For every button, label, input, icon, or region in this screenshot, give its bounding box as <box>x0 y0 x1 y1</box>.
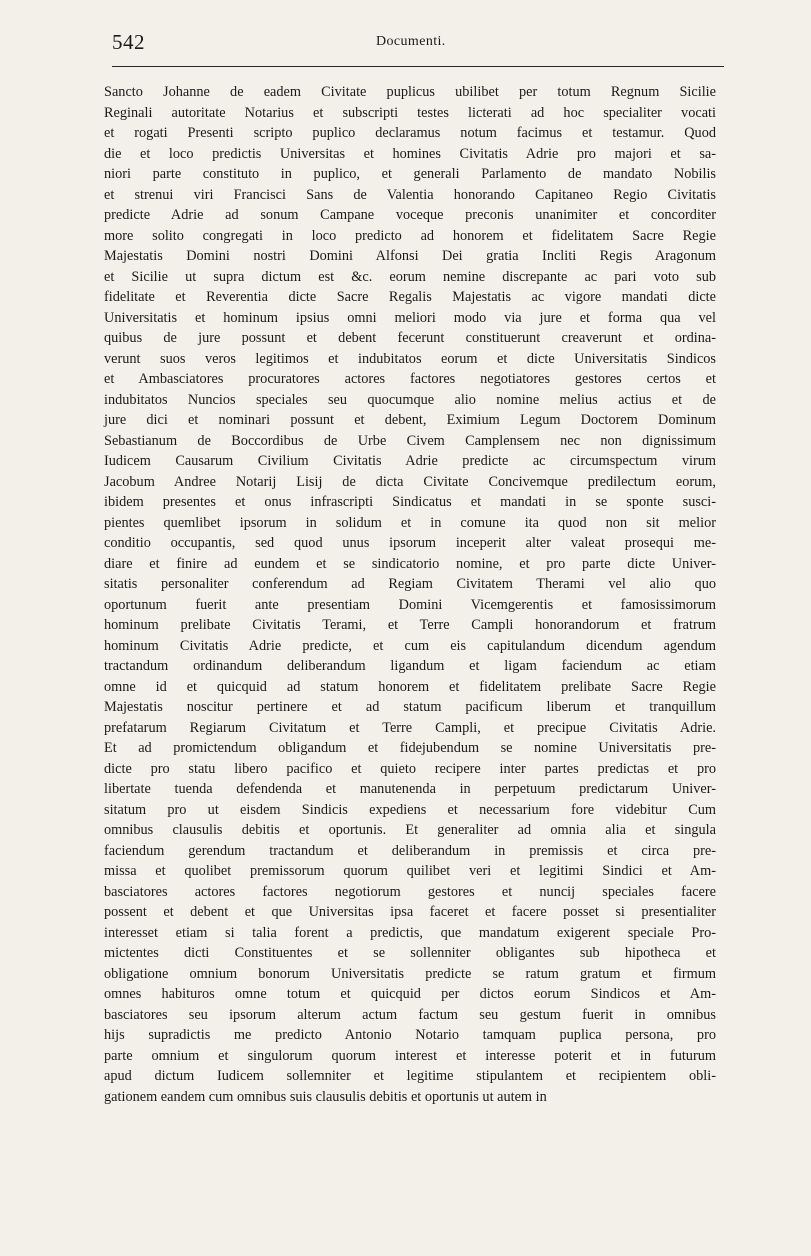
text-line: et rogati Presenti scripto puplico declaramus notum facimus et testamur. Quod <box>104 125 716 141</box>
text-line: tractandum ordinandum deliberandum ligandum et ligam faciendum ac etiam <box>104 658 716 674</box>
text-line: hijs supradictis me predicto Antonio Notario tamquam puplica persona, pro <box>104 1027 716 1043</box>
text-line: omnibus clausulis debitis et oportunis. Et generaliter ad omnia alia et singula <box>104 822 716 838</box>
text-line: dicte pro statu libero pacifico et quieto recipere inter partes predictas et pro <box>104 760 716 777</box>
text-line: et strenui viri Francisci Sans de Valentia honorando Capitaneo Regio Civitatis <box>104 186 716 203</box>
text-line: fidelitate et Reverentia dicte Sacre Regalis Majestatis ac vigore mandati dicte <box>104 289 716 305</box>
text-line: Sebastianum de Boccordibus de Urbe Civem Camplensem nec non dignissimum <box>104 432 716 449</box>
text-line: Majestatis noscitur pertinere et ad statum pacificum liberum et tranquillum <box>104 699 716 715</box>
text-line: hominum prelibate Civitatis Terami, et Terre Campli honorandorum et fratrum <box>104 617 716 633</box>
text-line: libertate tuenda defendenda et manutenenda in perpetuum predictarum Univer- <box>104 781 716 797</box>
text-line: apud dictum Iudicem sollemniter et legitime stipulantem et recipientem obli- <box>104 1068 716 1084</box>
text-line: mictentes dicti Constituentes et se sollenniter obligantes sub hipotheca et <box>104 945 716 961</box>
text-line: diare et finire ad eundem et se sindicatorio nomine, et pro parte dicte Univer- <box>104 555 716 572</box>
text-line: Reginali autoritate Notarius et subscripti testes licterati ad hoc specialiter vocati <box>104 104 716 121</box>
page-header <box>112 26 724 60</box>
text-line: predicte Adrie ad sonum Campane voceque preconis unanimiter et concorditer <box>104 207 716 223</box>
text-line: omne id et quicquid ad statum honorem et fidelitatem prelibate Sacre Regie <box>104 678 716 695</box>
text-line: verunt suos veros legitimos et indubitatos eorum et dicte Universitatis Sindicos <box>104 350 716 367</box>
text-line: hominum Civitatis Adrie predicte, et cum eis capitulandum dicendum agendum <box>104 637 716 654</box>
text-line: possent et debent et que Universitas ipsa faceret et facere posset si presentialiter <box>104 904 716 920</box>
text-line: Iudicem Causarum Civilium Civitatis Adrie predicte ac circumspectum virum <box>104 453 716 469</box>
text-line: die et loco predictis Universitas et homines Civitatis Adrie pro majori et sa- <box>104 145 716 162</box>
text-line: Et ad promictendum obligandum et fidejubendum se nomine Universitatis pre- <box>104 740 716 756</box>
header-rule <box>112 66 724 67</box>
text-line: gationem eandem cum omnibus suis clausulis debitis et oportunis ut autem in <box>104 1088 547 1105</box>
text-line: interesset etiam si talia forent a predictis, que mandatum exigerent speciale Pro- <box>104 924 716 941</box>
text-line: conditio occupantis, sed quod unus ipsorum inceperit alter valeat prosequi me- <box>104 535 716 551</box>
text-line: obligatione omnium bonorum Universitatis predicte se ratum gratum et firmum <box>104 965 716 982</box>
text-line: missa et quolibet premissorum quorum quilibet veri et legitimi Sindici et Am- <box>104 863 716 879</box>
page-number: 542 <box>112 30 145 54</box>
text-line: Majestatis Domini nostri Domini Alfonsi Dei gratia Incliti Regis Aragonum <box>104 248 716 264</box>
text-line: pientes quemlibet ipsorum in solidum et in comune ita quod non sit melior <box>104 514 716 531</box>
text-line: Universitatis et hominum ipsius omni meliori modo via jure et forma qua vel <box>104 309 716 326</box>
text-line: sitatis personaliter conferendum ad Regiam Civitatem Therami vel alio quo <box>104 576 716 592</box>
running-head: Documenti. <box>376 34 446 49</box>
text-line: ibidem presentes et onus infrascripti Sindicatus et mandati in se sponte susci- <box>104 494 716 510</box>
text-line: more solito congregati in loco predicto ad honorem et fidelitatem Sacre Regie <box>104 227 716 244</box>
text-line: omnes habituros omne totum et quicquid per dictos eorum Sindicos et Am- <box>104 986 716 1002</box>
text-line: basciatores actores factores negotiorum gestores et nuncij speciales facere <box>104 883 716 900</box>
text-line: faciendum gerendum tractandum et deliberandum in premissis et circa pre- <box>104 842 716 859</box>
text-line: et Sicilie ut supra dictum est &c. eorum nemine discrepante ac pari voto sub <box>104 268 716 285</box>
body-text <box>104 82 716 1107</box>
text-line: oportunum fuerit ante presentiam Domini Vicemgerentis et famosissimorum <box>104 596 716 613</box>
text-line: Jacobum Andree Notarij Lisij de dicta Civitate Concivemque predilectum eorum, <box>104 473 716 490</box>
text-line: Sancto Johanne de eadem Civitate puplicus ubilibet per totum Regnum Sicilie <box>104 84 716 100</box>
text-line: jure dici et nominari possunt et debent, Eximium Legum Doctorem Dominum <box>104 412 716 428</box>
text-line: parte omnium et singulorum quorum interest et interesse poterit et in futurum <box>104 1047 716 1064</box>
text-line: basciatores seu ipsorum alterum actum factum seu gestum fuerit in omnibus <box>104 1006 716 1023</box>
text-line: prefatarum Regiarum Civitatum et Terre Campli, et precipue Civitatis Adrie. <box>104 719 716 736</box>
text-line: sitatum pro ut eisdem Sindicis expediens et necessarium fore videbitur Cum <box>104 801 716 818</box>
text-line: quibus de jure possunt et debent fecerunt constituerunt creaverunt et ordina- <box>104 330 716 346</box>
text-line: et Ambasciatores procuratores actores factores negotiatores gestores certos et <box>104 371 716 387</box>
text-line: niori parte constituto in puplico, et generali Parlamento de mandato Nobilis <box>104 166 716 182</box>
text-line: indubitatos Nuncios speciales seu quocumque alio nomine melius actius et de <box>104 391 716 408</box>
